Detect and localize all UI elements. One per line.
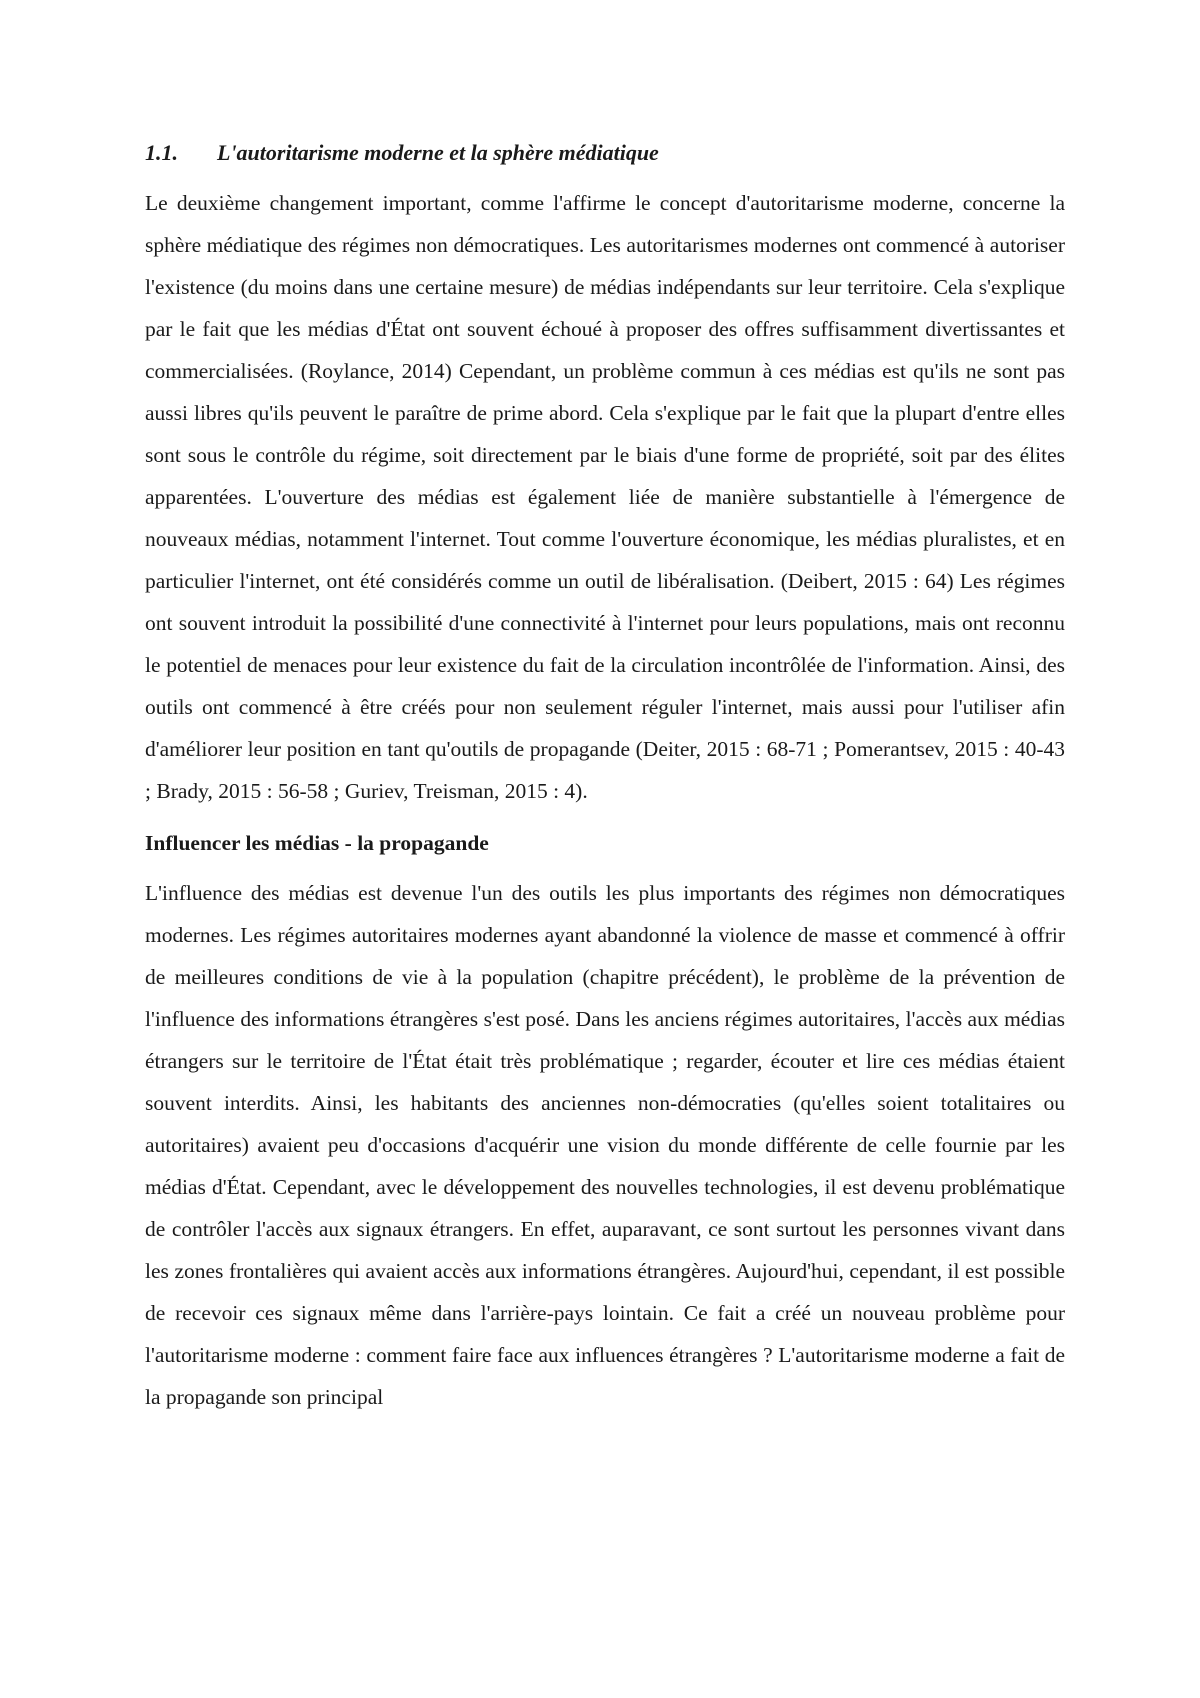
section-number: 1.1. — [145, 140, 178, 165]
subheading-propaganda: Influencer les médias - la propagande — [145, 831, 489, 855]
paragraph-media-sphere: Le deuxième changement important, comme l'affirme le concept d'autoritarisme moderne, concerne la sphère médiatique des régimes non démocratiques. Les autoritarismes modernes ont commencé à autoriser l'existence (du moins dans une certaine mesure) de médias indépendants sur leur territoire. Cela s'explique par le fait que les médias d'État ont souvent échoué à proposer des offres suffisamment divertissantes et commercialisées. (Roylance, 2014) Cependant, un problème commun à ces médias est qu'ils ne sont pas aussi libres qu'ils peuvent le paraître de prime abord. Cela s'explique par le fait que la plupart d'entre elles sont sous le contrôle du régime, soit directement par le biais d'une forme de propriété, soit par des élites apparentées. L'ouverture des médias est également liée de manière substantielle à l'émergence de nouveaux médias, notamment l'internet. Tout comme l'ouverture économique, les médias pluralistes, et en particulier l'internet, ont été considérés comme un outil de libéralisation. (Deibert, 2015 : 64) Les régimes ont souvent introduit la possibilité d'une connectivité à l'internet pour leurs populations, mais ont reconnu le potentiel de menaces pour leur existence du fait de la circulation incontrôlée de l'information. Ainsi, des outils ont commencé à être créés pour non seulement réguler l'internet, mais aussi pour l'utiliser afin d'améliorer leur position en tant qu'outils de propagande (Deiter, 2015 : 68-71 ; Pomerantsev, 2015 : 40-43 ; Brady, 2015 : 56-58 ; Guriev, Treisman, 2015 : 4). — [145, 191, 1065, 803]
section-title: L'autoritarisme moderne et la sphère médiatique — [217, 140, 659, 165]
section-heading — [145, 138, 1065, 168]
document-page — [145, 130, 1065, 1418]
paragraph-media-influence: L'influence des médias est devenue l'un des outils les plus importants des régimes non démocratiques modernes. Les régimes autoritaires modernes ayant abandonné la violence de masse et commencé à offrir de meilleures conditions de vie à la population (chapitre précédent), le problème de la prévention de l'influence des informations étrangères s'est posé. Dans les anciens régimes autoritaires, l'accès aux médias étrangers sur le territoire de l'État était très problématique ; regarder, écouter et lire ces médias étaient souvent interdits. Ainsi, les habitants des anciennes non-démocraties (qu'elles soient totalitaires ou autoritaires) avaient peu d'occasions d'acquérir une vision du monde différente de celle fournie par les médias d'État. Cependant, avec le développement des nouvelles technologies, il est devenu problématique de contrôler l'accès aux signaux étrangers. En effet, auparavant, ce sont surtout les personnes vivant dans les zones frontalières qui avaient accès aux informations étrangères. Aujourd'hui, cependant, il est possible de recevoir ces signaux même dans l'arrière-pays lointain. Ce fait a créé un nouveau problème pour l'autoritarisme moderne : comment faire face aux influences étrangères ? L'autoritarisme moderne a fait de la propagande son principal — [145, 881, 1065, 1409]
